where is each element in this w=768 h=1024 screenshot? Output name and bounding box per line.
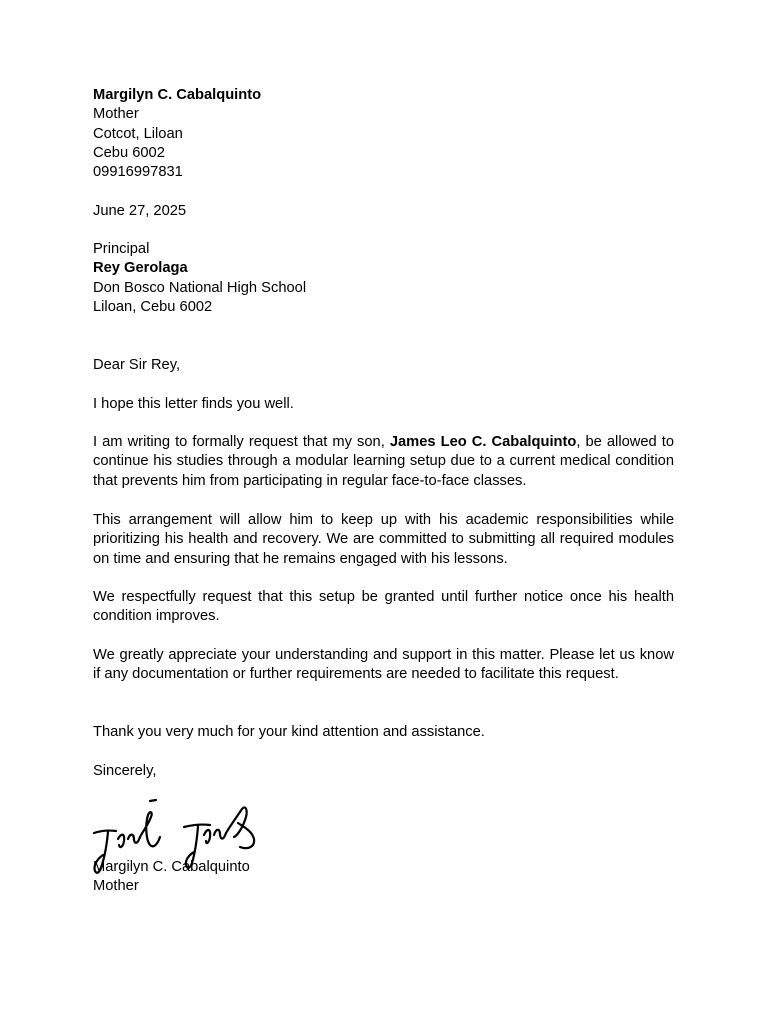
letter-date-block [93,202,674,221]
closing: Sincerely, [93,763,157,779]
sender-name: Margilyn C. Cabalquinto [93,87,262,103]
duration-paragraph-block [93,588,674,627]
recipient-block [93,240,674,317]
request-text-before: I am writing to formally request that my son, [93,434,390,450]
duration-paragraph: We respectfully request that this setup be granted until further notice once his health condition improves. [93,589,674,625]
thanks-paragraph: Thank you very much for your kind attention and assistance. [93,724,485,740]
closing-block [93,762,674,781]
sender-address-line1: Cotcot, Liloan [93,125,183,142]
recipient-name: Rey Gerolaga [93,260,188,277]
salutation-block [93,356,674,375]
sender-phone: 09916997831 [93,164,183,181]
request-paragraph [93,433,674,491]
recipient-address: Liloan, Cebu 6002 [93,298,213,315]
sender-block [93,86,674,182]
request-text-after: , be allowed to continue his studies through a modular learning setup due to a current medical condition that prevents him from participating in regular face-to-face classes. [93,434,674,489]
recipient-title: Principal [93,241,150,257]
appreciation-paragraph-block [93,646,674,685]
thanks-paragraph-block [93,723,674,742]
arrangement-paragraph-block [93,511,674,569]
request-paragraph-block [93,433,674,491]
signature-block [93,858,674,897]
recipient-school: Don Bosco National High School [93,279,307,296]
signer-name: Margilyn C. Cabalquinto [93,859,250,875]
appreciation-paragraph: We greatly appreciate your understanding and support in this matter. Please let us know if any documentation or further requirements are needed to facilitate this request. [93,647,674,683]
letter-date: June 27, 2025 [93,203,187,219]
signer-role: Mother [93,878,139,895]
sender-role: Mother [93,106,139,123]
arrangement-paragraph: This arrangement will allow him to keep up with his academic responsibilities while prioritizing his health and recovery. We are committed to submitting all required modules on time and ensuring that he remains engaged with his lessons. [93,512,674,567]
opening-paragraph-block [93,395,674,414]
son-name: James Leo C. Cabalquinto [389,434,577,450]
opening-paragraph: I hope this letter finds you well. [93,396,294,412]
salutation: Dear Sir Rey, [93,357,181,373]
sender-address-line2: Cebu 6002 [93,144,165,161]
